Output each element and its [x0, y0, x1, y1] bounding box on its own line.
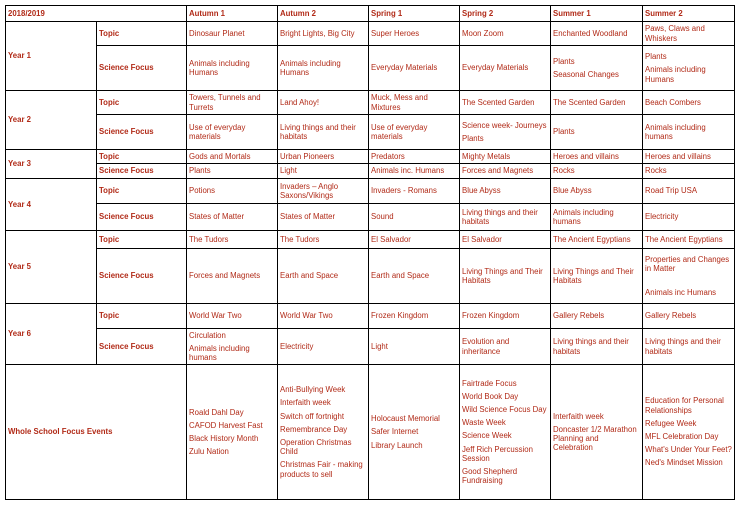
cell-text-line: Black History Month: [189, 434, 259, 443]
science-focus-cell: [460, 249, 551, 304]
cell-text-line: Super Heroes: [371, 28, 420, 38]
science-focus-cell: [551, 164, 643, 179]
science-focus-cell: [187, 204, 278, 231]
event-cell: [369, 365, 460, 500]
science-focus-cell: [460, 115, 551, 150]
cell-text-line: Ned's Mindset Mission: [645, 458, 723, 468]
cell-text-line: Anti-Bullying Week: [280, 385, 346, 395]
topic-label: Topic: [97, 231, 187, 249]
cell-text-line: El Salvador: [462, 234, 502, 244]
topic-cell: [278, 91, 369, 115]
science-focus-cell: [187, 115, 278, 150]
science-focus-cell: [643, 46, 735, 91]
year-label: Year 4: [6, 179, 97, 231]
science-focus-row: [6, 329, 735, 365]
academic-year-header: 2018/2019: [6, 6, 187, 22]
topic-cell: [643, 150, 735, 164]
cell-text-line: Earth and Space: [280, 271, 339, 281]
topic-cell: [551, 231, 643, 249]
cell-text-line: Evolution and inheritance: [462, 337, 510, 356]
term-header-summer-2: Summer 2: [643, 6, 735, 22]
science-focus-row: [6, 115, 735, 150]
topic-cell: [643, 304, 735, 329]
science-focus-row: [6, 46, 735, 91]
topic-cell: [369, 231, 460, 249]
cell-text-line: Holocaust Memorial: [371, 414, 440, 424]
cell-text-line: Potions: [189, 186, 216, 196]
cell-text-line: Fairtrade Focus: [462, 378, 517, 388]
topic-row: [6, 150, 735, 164]
topic-cell: [643, 231, 735, 249]
cell-text-line: The Ancient Egyptians: [553, 234, 631, 244]
cell-text-line: Enchanted Woodland: [553, 28, 628, 38]
cell-text-line: The Scented Garden: [462, 97, 535, 107]
cell-text-line: Wild Science Focus Day: [462, 405, 547, 415]
cell-text-line: Animals inc Humans: [645, 288, 717, 298]
cell-text-line: Rocks: [645, 166, 667, 176]
cell-text-line: Beach Combers: [645, 97, 701, 107]
cell-text-line: Plants: [189, 166, 211, 176]
science-focus-cell: [278, 164, 369, 179]
event-cell: [643, 365, 735, 500]
science-focus-cell: [369, 329, 460, 365]
science-focus-cell: [278, 249, 369, 304]
cell-text-line: Rocks: [553, 166, 575, 176]
cell-text-line: Animals including humans: [553, 207, 614, 226]
cell-text-line: Heroes and villains: [645, 151, 711, 161]
science-focus-label: Science Focus: [97, 249, 187, 304]
science-focus-label: Science Focus: [97, 204, 187, 231]
topic-cell: [369, 304, 460, 329]
science-focus-cell: [187, 46, 278, 91]
topic-label: Topic: [97, 179, 187, 204]
science-focus-cell: [278, 329, 369, 365]
cell-text-line: Science week- Journeys: [462, 120, 547, 130]
topic-row: [6, 22, 735, 46]
cell-text-line: Towers, Tunnels and Turrets: [189, 93, 261, 112]
topic-cell: [187, 150, 278, 164]
topic-label: Topic: [97, 22, 187, 46]
topic-row: [6, 304, 735, 329]
year-label: Year 1: [6, 22, 97, 91]
science-focus-cell: [643, 329, 735, 365]
cell-text-line: Mighty Metals: [462, 151, 511, 161]
curriculum-table: [5, 5, 735, 500]
cell-text-line: The Tudors: [280, 234, 320, 244]
topic-cell: [187, 231, 278, 249]
topic-row: [6, 91, 735, 115]
topic-cell: [643, 91, 735, 115]
year-label: Year 6: [6, 304, 97, 365]
topic-cell: [460, 304, 551, 329]
cell-text-line: Animals including humans: [189, 343, 250, 363]
cell-text-line: Jeff Rich Percussion Session: [462, 444, 533, 463]
science-focus-cell: [551, 249, 643, 304]
topic-label: Topic: [97, 150, 187, 164]
cell-text-line: Forces and Magnets: [189, 271, 261, 281]
topic-cell: [369, 91, 460, 115]
cell-text-line: Remembrance Day: [280, 424, 348, 434]
topic-label: Topic: [97, 304, 187, 329]
topic-cell: [551, 304, 643, 329]
curriculum-table-body: [6, 6, 735, 500]
topic-cell: [278, 304, 369, 329]
cell-text-line: Use of everyday materials: [371, 122, 428, 141]
topic-cell: [187, 22, 278, 46]
topic-cell: [460, 179, 551, 204]
cell-text-line: Gallery Rebels: [553, 311, 605, 321]
science-focus-label: Science Focus: [97, 115, 187, 150]
science-focus-cell: [278, 204, 369, 231]
topic-cell: [187, 304, 278, 329]
cell-text-line: Animals including Humans: [189, 58, 250, 77]
science-focus-cell: [187, 164, 278, 179]
cell-text-line: Sound: [371, 212, 394, 222]
science-focus-cell: [369, 204, 460, 231]
topic-cell: [460, 22, 551, 46]
term-header-summer-1: Summer 1: [551, 6, 643, 22]
topic-cell: [551, 91, 643, 115]
term-header-autumn-1: Autumn 1: [187, 6, 278, 22]
topic-cell: [551, 179, 643, 204]
cell-text-line: World War Two: [280, 311, 333, 321]
event-cell: [551, 365, 643, 500]
cell-text-line: Plants: [553, 127, 575, 137]
header-row: [6, 6, 735, 22]
cell-text-line: Use of everyday materials: [189, 122, 246, 141]
cell-text-line: Moon Zoom: [462, 28, 504, 38]
cell-text-line: El Salvador: [371, 234, 411, 244]
topic-cell: [369, 150, 460, 164]
topic-cell: [369, 179, 460, 204]
cell-text-line: Earth and Space: [371, 271, 430, 281]
science-focus-cell: [643, 164, 735, 179]
science-focus-row: [6, 249, 735, 304]
cell-text-line: The Scented Garden: [553, 97, 626, 107]
cell-text-line: Interfaith week: [553, 411, 604, 421]
cell-text-line: Light: [371, 341, 388, 351]
cell-text-line: Good Shepherd Fundraising: [462, 466, 518, 486]
cell-text-line: States of Matter: [189, 212, 245, 222]
cell-text-line: Living things and their habitats: [553, 337, 629, 356]
topic-cell: [369, 22, 460, 46]
cell-text-line: CAFOD Harvest Fast: [189, 420, 263, 430]
cell-text-line: Interfaith week: [280, 398, 331, 408]
science-focus-cell: [460, 164, 551, 179]
cell-text-line: Library Launch: [371, 440, 423, 450]
cell-text-line: World War Two: [189, 311, 242, 321]
cell-text-line: What's Under Your Feet?: [645, 445, 732, 455]
year-label: Year 2: [6, 91, 97, 150]
science-focus-row: [6, 204, 735, 231]
cell-text-line: Circulation: [189, 330, 226, 340]
cell-text-line: Land Ahoy!: [280, 97, 320, 107]
topic-cell: [278, 150, 369, 164]
topic-cell: [187, 179, 278, 204]
cell-text-line: Switch off fortnight: [280, 411, 345, 421]
cell-text-line: Electricity: [645, 212, 679, 222]
cell-text-line: Properties and Changes in Matter: [645, 254, 730, 273]
cell-text-line: Gods and Mortals: [189, 151, 251, 161]
cell-text-line: Plants: [553, 56, 575, 66]
cell-text-line: Plants: [645, 52, 667, 62]
cell-text-line: Blue Abyss: [553, 186, 592, 196]
cell-text-line: Science Week: [462, 431, 512, 441]
science-focus-cell: [551, 46, 643, 91]
science-focus-cell: [369, 46, 460, 91]
science-focus-cell: [278, 115, 369, 150]
cell-text-line: Living things and their habitats: [280, 122, 356, 141]
topic-row: [6, 179, 735, 204]
topic-cell: [551, 150, 643, 164]
cell-text-line: Living things and their habitats: [462, 207, 538, 226]
topic-row: [6, 231, 735, 249]
topic-label: Topic: [97, 91, 187, 115]
topic-cell: [278, 22, 369, 46]
cell-text-line: States of Matter: [280, 212, 336, 222]
cell-text-line: Frozen Kingdom: [371, 311, 429, 321]
cell-text-line: Urban Pioneers: [280, 151, 335, 161]
science-focus-cell: [643, 204, 735, 231]
science-focus-label: Science Focus: [97, 46, 187, 91]
cell-text-line: Plants: [462, 134, 484, 143]
cell-text-line: The Tudors: [189, 234, 229, 244]
cell-text-line: Heroes and villains: [553, 151, 619, 161]
science-focus-cell: [643, 249, 735, 304]
cell-text-line: Forces and Magnets: [462, 166, 534, 176]
events-label: Whole School Focus Events: [6, 365, 187, 500]
cell-text-line: Operation Christmas Child: [280, 438, 352, 457]
cell-text-line: Blue Abyss: [462, 186, 501, 196]
science-focus-cell: [551, 115, 643, 150]
cell-text-line: Doncaster 1/2 Marathon Planning and Celebration: [553, 424, 637, 453]
cell-text-line: Education for Personal Relationships: [645, 396, 724, 415]
topic-cell: [460, 91, 551, 115]
term-header-spring-1: Spring 1: [369, 6, 460, 22]
cell-text-line: Electricity: [280, 341, 314, 351]
science-focus-cell: [369, 164, 460, 179]
cell-text-line: Everyday Materials: [462, 63, 529, 73]
cell-text-line: Dinosaur Planet: [189, 28, 245, 38]
cell-text-line: Light: [280, 166, 297, 176]
cell-text-line: Living Things and Their Habitats: [553, 266, 634, 285]
cell-text-line: Seasonal Changes: [553, 70, 619, 79]
event-cell: [187, 365, 278, 500]
science-focus-cell: [551, 329, 643, 365]
cell-text-line: Gallery Rebels: [645, 311, 697, 321]
science-focus-cell: [460, 204, 551, 231]
cell-text-line: Muck, Mess and Mixtures: [371, 93, 428, 112]
cell-text-line: Christmas Fair - making products to sell: [280, 460, 363, 479]
topic-cell: [460, 150, 551, 164]
science-focus-cell: [187, 329, 278, 365]
topic-cell: [278, 231, 369, 249]
science-focus-cell: [369, 115, 460, 150]
term-header-autumn-2: Autumn 2: [278, 6, 369, 22]
cell-text-line: Safer Internet: [371, 427, 419, 437]
cell-text-line: Animals including Humans: [645, 65, 706, 84]
topic-cell: [643, 22, 735, 46]
topic-cell: [551, 22, 643, 46]
event-cell: [460, 365, 551, 500]
science-focus-row: [6, 164, 735, 179]
cell-text-line: MFL Celebration Day: [645, 432, 719, 441]
cell-text-line: Bright Lights, Big City: [280, 28, 355, 38]
event-cell: [278, 365, 369, 500]
cell-text-line: Frozen Kingdom: [462, 311, 520, 321]
science-focus-cell: [551, 204, 643, 231]
cell-text-line: Everyday Materials: [371, 63, 438, 73]
cell-text-line: Road Trip USA: [645, 186, 698, 196]
cell-text-line: Zulu Nation: [189, 447, 229, 457]
cell-text-line: Living Things and Their Habitats: [462, 266, 543, 285]
science-focus-cell: [460, 329, 551, 365]
cell-text-line: Invaders - Romans: [371, 186, 437, 196]
year-label: Year 5: [6, 231, 97, 304]
cell-text-line: Animals including humans: [645, 122, 706, 141]
cell-text-line: Living things and their habitats: [645, 337, 721, 356]
year-label: Year 3: [6, 150, 97, 179]
cell-text-line: Waste Week: [462, 418, 506, 428]
cell-text-line: Invaders – Anglo Saxons/Vikings: [280, 181, 339, 200]
topic-cell: [643, 179, 735, 204]
topic-cell: [460, 231, 551, 249]
science-focus-label: Science Focus: [97, 164, 187, 179]
topic-cell: [278, 179, 369, 204]
events-row: [6, 365, 735, 500]
science-focus-cell: [643, 115, 735, 150]
science-focus-cell: [278, 46, 369, 91]
science-focus-cell: [369, 249, 460, 304]
cell-text-line: Animals including Humans: [280, 58, 341, 77]
science-focus-cell: [460, 46, 551, 91]
science-focus-cell: [187, 249, 278, 304]
cell-text-line: Refugee Week: [645, 418, 697, 428]
cell-text-line: World Book Day: [462, 391, 519, 401]
term-header-spring-2: Spring 2: [460, 6, 551, 22]
topic-cell: [187, 91, 278, 115]
cell-text-line: Roald Dahl Day: [189, 407, 244, 417]
cell-text-line: Paws, Claws and Whiskers: [645, 24, 705, 43]
cell-text-line: Animals inc. Humans: [371, 166, 445, 176]
cell-text-line: Predators: [371, 151, 405, 161]
cell-text-line: The Ancient Egyptians: [645, 234, 723, 244]
science-focus-label: Science Focus: [97, 329, 187, 365]
